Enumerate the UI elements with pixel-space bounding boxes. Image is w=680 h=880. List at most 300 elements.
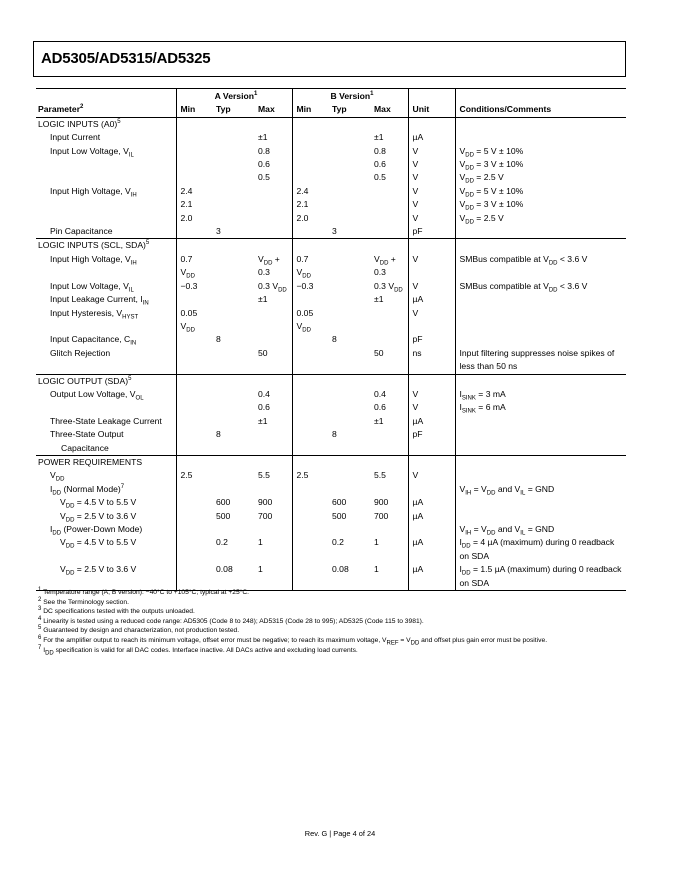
conditions-cell: $I_{DD} = 1.5$ µA (maximum) during 0 readback on SDA xyxy=(455,563,626,590)
amin-cell xyxy=(176,483,212,496)
conditions-cell: $V_{DD} = 3$ V ± 10% xyxy=(455,158,626,171)
btyp-cell xyxy=(328,145,370,158)
unit-cell: V xyxy=(408,198,455,211)
table-row xyxy=(36,536,626,563)
amin-cell xyxy=(176,347,212,374)
a-max-header: Max xyxy=(254,103,292,117)
conditions-cell xyxy=(455,455,626,469)
unit-cell: V xyxy=(408,212,455,225)
bmin-cell xyxy=(292,388,328,401)
atyp-cell: 0.08 xyxy=(212,563,254,590)
conditions-cell: $V_{DD} = 2.5$ V xyxy=(455,171,626,184)
conditions-cell xyxy=(455,307,626,334)
unit-cell: V xyxy=(408,388,455,401)
table-row xyxy=(36,510,626,523)
atyp-cell xyxy=(212,145,254,158)
amin-cell xyxy=(176,333,212,346)
amax-cell: 0.6 xyxy=(258,402,270,413)
bmax-cell: 0.3 $V_{DD}$ xyxy=(374,280,403,294)
parameter-cell xyxy=(36,171,176,184)
b-version-header: B Version$^1$ xyxy=(292,89,408,104)
bmin-cell xyxy=(292,374,328,388)
table-row xyxy=(36,171,626,184)
a-typ-header: Typ xyxy=(212,103,254,117)
table-row xyxy=(36,253,626,280)
btyp-cell xyxy=(328,523,370,536)
btyp-cell: 8 xyxy=(332,334,337,345)
parameter-cell: $I_{DD}$ (Normal Mode)$^7$ xyxy=(50,483,125,497)
unit-cell: V xyxy=(408,145,455,158)
conditions-cell: $V_{DD} = 3$ V ± 10% xyxy=(455,198,626,211)
atyp-cell xyxy=(212,293,254,306)
unit-cell: µA xyxy=(408,536,455,563)
btyp-cell xyxy=(328,483,370,496)
unit-cell xyxy=(408,523,455,536)
parameter-cell: Input Low Voltage, $V_{IL}$ xyxy=(50,145,134,159)
table-row xyxy=(36,428,626,455)
table-row xyxy=(36,415,626,428)
a-version-header: A Version$^1$ xyxy=(176,89,292,104)
conditions-header: Conditions/Comments xyxy=(455,103,626,117)
bmax-cell: 0.6 xyxy=(374,402,386,413)
btyp-cell xyxy=(328,469,370,482)
a-min-header: Min xyxy=(176,103,212,117)
b-min-header: Min xyxy=(292,103,328,117)
header-row-1 xyxy=(36,89,626,104)
bmin-cell xyxy=(292,455,328,469)
amax-cell xyxy=(254,225,292,239)
parameter-cell: Input Leakage Current, $I_{IN}$ xyxy=(50,294,149,307)
table-row xyxy=(36,158,626,171)
bmax-cell: 1 xyxy=(370,563,408,590)
footnote: $^1$ Temperature range (A, B version): −40°C to +105°C; typical at +25°C. xyxy=(38,586,250,596)
bmin-cell xyxy=(292,225,328,239)
parameter-cell: Glitch Rejection xyxy=(50,347,111,358)
unit-cell xyxy=(408,455,455,469)
bmin-cell xyxy=(292,145,328,158)
parameter-cell: $V_{DD} = 4.5$ V to 5.5 V xyxy=(60,537,137,551)
bmax-cell xyxy=(370,185,408,198)
table-row xyxy=(36,469,626,482)
conditions-cell xyxy=(455,469,626,482)
unit-cell: µA xyxy=(408,131,455,144)
btyp-cell: 3 xyxy=(332,226,337,237)
amax-cell: 0.8 xyxy=(258,145,270,156)
bmax-cell: 700 xyxy=(374,510,389,521)
btyp-cell xyxy=(328,307,370,334)
parameter-cell: $V_{DD} = 2.5$ V to 3.6 V xyxy=(60,510,137,524)
amax-cell: 0.6 xyxy=(258,159,270,170)
bmin-cell xyxy=(292,131,328,144)
bmin-cell: 2.4 xyxy=(292,185,328,198)
table-row xyxy=(36,496,626,509)
b-typ-header: Typ xyxy=(328,103,370,117)
table-row xyxy=(36,280,626,293)
atyp-cell xyxy=(212,280,254,293)
bmin-cell: 2.5 xyxy=(292,469,328,482)
atyp-cell: 8 xyxy=(216,429,221,440)
amin-cell xyxy=(176,563,212,590)
section-row xyxy=(36,455,626,469)
unit-cell xyxy=(408,117,455,131)
bmax-cell: 50 xyxy=(374,347,384,358)
atyp-cell xyxy=(212,307,254,334)
conditions-cell: $I_{SINK} = 6$ mA xyxy=(455,401,626,414)
amin-cell xyxy=(176,374,212,388)
conditions-cell: SMBus compatible at $V_{DD} < 3.6$ V xyxy=(455,280,626,293)
unit-cell: V xyxy=(408,280,455,293)
amin-cell: 2.1 xyxy=(176,198,212,211)
unit-cell: V xyxy=(408,158,455,171)
amax-cell: 0.3 $V_{DD}$ xyxy=(258,280,287,294)
parameter-cell: Three-State Output Capacitance xyxy=(50,429,124,453)
btyp-cell: 8 xyxy=(332,429,337,440)
amax-cell: 900 xyxy=(258,497,273,508)
table-row xyxy=(36,307,626,334)
parameter-cell: $V_{DD}$ xyxy=(50,470,65,484)
amax-cell xyxy=(254,455,292,469)
amin-cell xyxy=(176,428,212,455)
conditions-cell xyxy=(455,496,626,509)
amin-cell: 2.0 xyxy=(176,212,212,225)
btyp-cell: 0.2 xyxy=(332,537,344,548)
amax-cell xyxy=(254,117,292,131)
btyp-cell xyxy=(328,239,370,253)
parameter-header: Parameter$^2$ xyxy=(36,103,176,117)
atyp-cell: 3 xyxy=(216,226,221,237)
bmax-cell xyxy=(370,117,408,131)
amax-cell xyxy=(254,483,292,496)
bmax-cell xyxy=(370,374,408,388)
amax-cell xyxy=(254,239,292,253)
amin-cell xyxy=(176,131,212,144)
conditions-cell: $V_{IH} = V_{DD}$ and $V_{IL}$ = GND xyxy=(455,483,626,496)
atyp-cell xyxy=(212,131,254,144)
bmax-cell: 0.8 xyxy=(374,145,386,156)
bmax-cell xyxy=(370,428,408,455)
parameter-cell: $I_{DD}$ (Power-Down Mode) xyxy=(50,524,143,537)
parameter-cell: Input Capacitance, $C_{IN}$ xyxy=(50,334,137,348)
amin-cell: −0.3 xyxy=(176,280,212,293)
table-row xyxy=(36,145,626,158)
amin-cell xyxy=(176,510,212,523)
conditions-cell: $I_{SINK} = 3$ mA xyxy=(455,388,626,401)
amax-cell xyxy=(254,523,292,536)
parameter-cell: Input Current xyxy=(50,132,101,143)
bmin-cell xyxy=(292,171,328,184)
atyp-cell xyxy=(212,171,254,184)
parameter-cell: Input High Voltage, $V_{IH}$ xyxy=(50,253,137,267)
bmax-cell xyxy=(370,225,408,239)
table-row xyxy=(36,401,626,414)
parameter-cell: Output Low Voltage, $V_{OL}$ xyxy=(50,388,144,402)
conditions-cell: $V_{IH} = V_{DD}$ and $V_{IL}$ = GND xyxy=(455,523,626,536)
amin-cell xyxy=(176,523,212,536)
conditions-cell xyxy=(455,333,626,346)
section-row xyxy=(36,374,626,388)
bmax-cell xyxy=(370,455,408,469)
amax-cell: 0.5 xyxy=(258,172,270,183)
amax-cell: 700 xyxy=(258,510,273,521)
table-row xyxy=(36,212,626,225)
unit-cell: V xyxy=(408,401,455,414)
parameter-cell: Input High Voltage, $V_{IH}$ xyxy=(50,185,137,199)
conditions-cell: $V_{DD} = 2.5$ V xyxy=(455,212,626,225)
amin-cell xyxy=(176,225,212,239)
bmin-cell xyxy=(292,415,328,428)
unit-cell: V xyxy=(408,171,455,184)
amin-cell: 2.4 xyxy=(176,185,212,198)
conditions-cell xyxy=(455,293,626,306)
bmin-cell xyxy=(292,158,328,171)
btyp-cell xyxy=(328,198,370,211)
conditions-cell: $V_{DD} = 5$ V ± 10% xyxy=(455,145,626,158)
footnote: $^2$ See the Terminology section. xyxy=(38,596,129,606)
amin-cell xyxy=(176,388,212,401)
atyp-cell xyxy=(212,212,254,225)
atyp-cell xyxy=(212,158,254,171)
bmax-cell xyxy=(370,483,408,496)
parameter-cell xyxy=(36,212,176,225)
header-row-2 xyxy=(36,103,626,117)
unit-cell: µA xyxy=(408,415,455,428)
bmax-cell xyxy=(370,333,408,346)
parameter-cell xyxy=(36,158,176,171)
bmax-cell: 0.6 xyxy=(374,159,386,170)
title-box xyxy=(33,41,626,77)
unit-cell: pF xyxy=(408,333,455,346)
bmax-cell: ±1 xyxy=(374,415,384,426)
bmin-cell xyxy=(292,347,328,374)
unit-cell xyxy=(408,483,455,496)
parameter-cell: Input Low Voltage, $V_{IL}$ xyxy=(50,280,134,294)
table-row xyxy=(36,293,626,306)
amin-cell xyxy=(176,496,212,509)
bmin-cell xyxy=(292,510,328,523)
atyp-cell xyxy=(212,483,254,496)
amax-cell: 5.5 xyxy=(258,470,270,481)
parameter-cell: $V_{DD} = 4.5$ V to 5.5 V xyxy=(60,497,137,510)
bmax-cell: 0.5 xyxy=(374,172,386,183)
table-row xyxy=(36,131,626,144)
amax-cell: 1 xyxy=(254,563,292,590)
btyp-cell xyxy=(328,253,370,280)
atyp-cell xyxy=(212,117,254,131)
amax-cell xyxy=(254,428,292,455)
bmin-cell xyxy=(292,428,328,455)
atyp-cell: 8 xyxy=(216,334,221,345)
btyp-cell xyxy=(328,158,370,171)
btyp-cell: 0.08 xyxy=(328,563,370,590)
unit-cell: V xyxy=(408,253,455,280)
btyp-cell: 500 xyxy=(332,510,347,521)
section-label: POWER REQUIREMENTS xyxy=(36,455,176,469)
section-label: LOGIC INPUTS $(A0)^5$ xyxy=(38,118,121,129)
section-row xyxy=(36,117,626,131)
bmax-cell xyxy=(370,307,408,334)
bmin-cell xyxy=(292,536,328,563)
bmin-cell xyxy=(292,523,328,536)
unit-cell: ns xyxy=(408,347,455,374)
footnote: $^6$ For the amplifier output to reach its minimum voltage, offset error must be negative; to reach its maximum voltage, $V_{REF} = V_{DD}$ and offset plus gain error must be positive. xyxy=(38,634,548,647)
table-row xyxy=(36,483,626,496)
bmax-cell: 900 xyxy=(374,497,389,508)
amax-cell xyxy=(254,212,292,225)
btyp-cell xyxy=(328,117,370,131)
btyp-cell xyxy=(328,171,370,184)
bmax-cell xyxy=(370,212,408,225)
amin-cell xyxy=(176,145,212,158)
bmin-cell xyxy=(292,117,328,131)
bmax-cell xyxy=(370,239,408,253)
amax-cell xyxy=(254,307,292,334)
bmax-cell: $V_{DD}$ + 0.3 xyxy=(374,253,396,278)
bmax-cell: 1 xyxy=(374,537,379,548)
bmax-cell: ±1 xyxy=(374,132,384,143)
atyp-cell xyxy=(212,401,254,414)
conditions-cell xyxy=(455,117,626,131)
btyp-cell xyxy=(328,347,370,374)
bmin-cell xyxy=(292,239,328,253)
amax-cell xyxy=(254,333,292,346)
amin-cell xyxy=(176,293,212,306)
footnote: $^5$ Guaranteed by design and characterization, not production tested. xyxy=(38,625,240,635)
conditions-cell: Input filtering suppresses noise spikes of less than 50 ns xyxy=(455,347,626,374)
bmin-cell: 2.1 xyxy=(292,198,328,211)
unit-cell: µA xyxy=(408,496,455,509)
conditions-cell xyxy=(455,510,626,523)
table-row xyxy=(36,388,626,401)
bmax-cell xyxy=(370,523,408,536)
bmin-cell xyxy=(292,496,328,509)
table-row xyxy=(36,347,626,374)
atyp-cell xyxy=(212,469,254,482)
btyp-cell xyxy=(328,280,370,293)
parameter-cell: $V_{DD} = 2.5$ V to 3.6 V xyxy=(36,563,176,590)
amin-cell xyxy=(176,415,212,428)
bmin-cell xyxy=(292,563,328,590)
atyp-cell xyxy=(212,415,254,428)
unit-cell: V xyxy=(408,469,455,482)
bmin-cell xyxy=(292,401,328,414)
amax-cell: 0.4 xyxy=(258,388,270,399)
unit-cell: pF xyxy=(408,225,455,239)
conditions-cell xyxy=(455,239,626,253)
unit-cell: µA xyxy=(408,510,455,523)
bmax-cell: ±1 xyxy=(374,294,384,305)
atyp-cell xyxy=(212,347,254,374)
atyp-cell xyxy=(212,253,254,280)
amax-cell xyxy=(254,198,292,211)
amax-cell: ±1 xyxy=(258,294,268,305)
spec-table xyxy=(36,88,626,591)
btyp-cell xyxy=(328,131,370,144)
amin-cell: 2.5 xyxy=(176,469,212,482)
btyp-cell xyxy=(328,185,370,198)
footnote: $^4$ Linearity is tested using a reduced code range: AD5305 (Code 8 to 248); AD5315 (Code 28 to 995); AD5325 (Code 115 to 3981). xyxy=(38,615,424,625)
bmax-cell xyxy=(370,198,408,211)
atyp-cell xyxy=(212,198,254,211)
table-row xyxy=(36,523,626,536)
btyp-cell xyxy=(328,401,370,414)
conditions-cell: $V_{DD} = 5$ V ± 10% xyxy=(455,185,626,198)
amin-cell xyxy=(176,117,212,131)
amin-cell: 0.05 $V_{DD}$ xyxy=(176,307,212,334)
parameter-cell: Input Hysteresis, $V_{HYST}$ xyxy=(50,307,139,321)
table-row xyxy=(36,333,626,346)
bmin-cell: 0.7 $V_{DD}$ xyxy=(292,253,328,280)
table-row xyxy=(36,225,626,239)
unit-cell: V xyxy=(408,307,455,334)
section-label: LOGIC INPUTS (SCL, SDA)$^5$ xyxy=(36,239,176,253)
btyp-cell xyxy=(328,415,370,428)
parameter-cell: Pin Capacitance xyxy=(50,226,113,237)
atyp-cell xyxy=(212,523,254,536)
footnotes xyxy=(38,588,613,655)
b-max-header: Max xyxy=(370,103,408,117)
conditions-cell xyxy=(455,415,626,428)
atyp-cell: 0.2 xyxy=(216,537,228,548)
bmax-cell: 0.4 xyxy=(374,388,386,399)
amin-cell xyxy=(176,536,212,563)
atyp-cell xyxy=(212,239,254,253)
bmin-cell xyxy=(292,333,328,346)
footnote: $^7$ $I_{DD}$ specification is valid for all DAC codes. Interface inactive. All DACs active and excluding load currents. xyxy=(38,644,358,656)
parameter-cell: Three-State Leakage Current xyxy=(50,415,162,426)
atyp-cell xyxy=(212,374,254,388)
amin-cell xyxy=(176,171,212,184)
atyp-cell xyxy=(212,185,254,198)
conditions-cell xyxy=(455,374,626,388)
btyp-cell xyxy=(328,455,370,469)
table-row xyxy=(36,185,626,198)
unit-cell: µA xyxy=(408,293,455,306)
btyp-cell xyxy=(328,212,370,225)
amax-cell: ±1 xyxy=(258,132,268,143)
conditions-cell xyxy=(455,428,626,455)
unit-cell: µA xyxy=(408,563,455,590)
amax-cell: 1 xyxy=(258,537,263,548)
unit-cell: pF xyxy=(408,428,455,455)
conditions-cell: $I_{DD} = 4$ µA (maximum) during 0 readback on SDA xyxy=(455,536,626,563)
conditions-cell xyxy=(455,225,626,239)
btyp-cell xyxy=(328,388,370,401)
parameter-cell xyxy=(36,198,176,211)
header-blank xyxy=(36,89,176,104)
bmax-cell: 5.5 xyxy=(374,470,386,481)
unit-cell xyxy=(408,239,455,253)
atyp-cell: 500 xyxy=(216,510,231,521)
amax-cell xyxy=(254,374,292,388)
table-row xyxy=(36,563,626,590)
amax-cell xyxy=(254,185,292,198)
bmin-cell xyxy=(292,293,328,306)
amin-cell: 0.7 $V_{DD}$ xyxy=(176,253,212,280)
bmin-cell: −0.3 xyxy=(292,280,328,293)
parameter-cell xyxy=(36,401,176,414)
atyp-cell xyxy=(212,388,254,401)
unit-header: Unit xyxy=(408,103,455,117)
footnote: $^3$ DC specifications tested with the outputs unloaded. xyxy=(38,605,195,616)
spec-body xyxy=(36,117,626,590)
bmin-cell: 0.05 $V_{DD}$ xyxy=(292,307,328,334)
amin-cell xyxy=(176,401,212,414)
document-title: AD5305/AD5315/AD5325 xyxy=(41,50,211,67)
section-label: LOGIC OUTPUT (SDA)$^5$ xyxy=(36,374,176,388)
unit-cell xyxy=(408,374,455,388)
amax-cell: $V_{DD}$ + 0.3 xyxy=(258,253,280,278)
amin-cell xyxy=(176,158,212,171)
